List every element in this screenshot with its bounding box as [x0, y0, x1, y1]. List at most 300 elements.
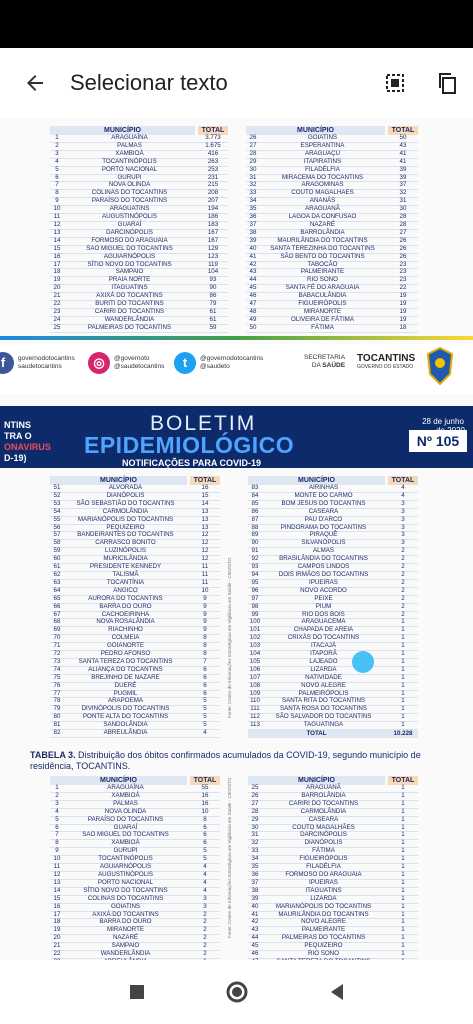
- row-number: 23: [53, 307, 61, 315]
- row-municipio: NOVO ACORDO: [300, 586, 347, 594]
- row-number: 34: [251, 855, 259, 863]
- row-total: 1: [401, 799, 405, 807]
- copy-icon: [435, 71, 459, 95]
- select-all-button[interactable]: [369, 48, 421, 118]
- row-municipio: IPUEIRAS: [309, 578, 338, 586]
- row-total: 19: [399, 292, 407, 300]
- bulletin-banner: [0, 406, 473, 468]
- copy-button[interactable]: [421, 48, 473, 118]
- row-number: 92: [251, 555, 259, 563]
- row-municipio: TABOCÃO: [307, 260, 338, 268]
- header-municipio: MUNICÍPIO: [248, 476, 385, 485]
- row-municipio: SAMPAIO: [115, 268, 144, 276]
- row-total: 12: [201, 539, 209, 547]
- row-municipio: FILADÉLFIA: [305, 165, 340, 173]
- row-total: 416: [207, 149, 219, 157]
- row-municipio: ARAGUAÇU: [304, 149, 341, 157]
- row-total: 1: [401, 618, 405, 626]
- status-bar: [0, 0, 473, 48]
- row-municipio: MAURILÂNDIA DO TOCANTINS: [277, 236, 368, 244]
- row-number: 5: [55, 815, 59, 823]
- row-number: 7: [55, 831, 59, 839]
- row-municipio: ARAGUAÍNA: [111, 134, 148, 141]
- row-total: 1: [401, 894, 405, 902]
- row-total: 167: [207, 236, 219, 244]
- row-municipio: NAZARÉ: [112, 934, 139, 942]
- row-number: 42: [251, 918, 259, 926]
- row-total: 1: [401, 942, 405, 950]
- row-total: 2: [203, 942, 207, 950]
- row-total: 5: [203, 713, 207, 721]
- row-municipio: WANDERLÂNDIA: [104, 315, 155, 323]
- row-total: 43: [399, 141, 407, 149]
- select-all-icon: [383, 71, 407, 95]
- row-municipio: PEQUIZEIRO: [304, 942, 343, 950]
- row-municipio: FÁTIMA: [311, 323, 334, 331]
- row-municipio: CARIRI DO TOCANTINS: [94, 307, 165, 315]
- row-number: 13: [53, 228, 61, 236]
- row-municipio: CARMOLÂNDIA: [102, 507, 149, 515]
- row-municipio: CARIRI DO TOCANTINS: [288, 799, 359, 807]
- document-image[interactable]: [0, 118, 473, 960]
- row-number: 9: [55, 847, 59, 855]
- row-number: 19: [53, 276, 61, 284]
- header-total: TOTAL: [388, 476, 418, 485]
- row-municipio: PAU D'ARCO: [304, 515, 343, 523]
- row-total: 215: [207, 181, 219, 189]
- arrow-back-icon: [23, 71, 47, 95]
- row-number: 30: [251, 823, 259, 831]
- row-number: 24: [53, 315, 61, 323]
- row-number: 108: [249, 681, 261, 689]
- row-number: 66: [53, 602, 61, 610]
- row-total: 4: [203, 878, 207, 886]
- row-total: 3: [401, 539, 405, 547]
- row-total: 3: [401, 523, 405, 531]
- row-total: 1: [401, 642, 405, 650]
- row-municipio: AUGUSTINÓPOLIS: [101, 213, 157, 221]
- row-municipio: DARCINÓPOLIS: [106, 228, 153, 236]
- row-municipio: GOIANORTE: [106, 642, 145, 650]
- row-number: 28: [251, 807, 259, 815]
- row-number: 8: [55, 839, 59, 847]
- row-number: 9: [55, 197, 59, 205]
- row-total: 1: [401, 855, 405, 863]
- row-municipio: AIRINHAS: [308, 484, 339, 491]
- row-total: 1: [401, 870, 405, 878]
- row-municipio: MURICILÂNDIA: [103, 555, 148, 563]
- row-total: 1: [401, 650, 405, 658]
- row-municipio: GURUPI: [117, 173, 142, 181]
- row-number: 22: [53, 300, 61, 308]
- row-municipio: FIGUEIRÓPOLIS: [298, 300, 347, 308]
- row-municipio: COLMEIA: [111, 634, 140, 642]
- row-number: 36: [249, 213, 257, 221]
- table-row: [248, 588, 418, 596]
- row-municipio: SAO MIGUEL DO TOCANTINS: [82, 831, 169, 839]
- row-number: 35: [249, 205, 257, 213]
- row-total: 1: [401, 815, 405, 823]
- row-number: 43: [251, 926, 259, 934]
- row-number: 38: [251, 886, 259, 894]
- table-total-row: [248, 730, 418, 738]
- row-total: 31: [399, 197, 407, 205]
- row-total: 11: [201, 570, 209, 578]
- row-municipio: GOIATINS: [307, 134, 338, 141]
- row-number: 8: [55, 189, 59, 197]
- row-number: 48: [249, 307, 257, 315]
- row-total: 3.773: [205, 134, 221, 141]
- row-number: 101: [249, 626, 261, 634]
- row-total: 4: [401, 491, 405, 499]
- source-note-1: Fonte: Centro de Informações Estratégicas em Vigilância em Saúde - CIEVS/TO: [227, 557, 232, 718]
- row-municipio: NATIVIDADE: [305, 673, 342, 681]
- row-number: 62: [53, 570, 61, 578]
- row-municipio: LIZARDA: [310, 894, 337, 902]
- row-municipio: AGUIARNÓPOLIS: [103, 252, 156, 260]
- row-total: 18: [399, 323, 407, 331]
- row-municipio: ANANÁS: [309, 197, 336, 205]
- row-municipio: GOIATINS: [110, 902, 141, 910]
- row-municipio: DIVINÓPOLIS DO TOCANTINS: [81, 705, 170, 713]
- row-total: 183: [207, 220, 219, 228]
- row-total: 207: [207, 197, 219, 205]
- row-number: 91: [251, 547, 259, 555]
- banner-title-epidemiologico: EPIDEMIOLÓGICO: [84, 432, 295, 458]
- row-municipio: ALVORADA: [108, 484, 143, 491]
- row-municipio: LUZINÓPOLIS: [105, 547, 146, 555]
- row-total: 194: [207, 205, 219, 213]
- row-number: 102: [249, 634, 261, 642]
- row-total: 1: [401, 910, 405, 918]
- header-municipio: MUNICÍPIO: [50, 476, 187, 485]
- row-total: 50: [399, 134, 407, 141]
- row-municipio: BARROLÂNDIA: [301, 791, 346, 799]
- row-total: 9: [203, 594, 207, 602]
- row-total: 1: [401, 665, 405, 673]
- row-total: 26: [399, 236, 407, 244]
- row-municipio: COLINAS DO TOCANTINS: [91, 189, 168, 197]
- banner-side-1: NTINS: [4, 420, 31, 430]
- row-municipio: AXIXÁ DO TOCANTINS: [92, 910, 159, 918]
- row-municipio: BARRA DO OURO: [99, 918, 152, 926]
- row-number: 47: [249, 300, 257, 308]
- row-total: 1: [401, 863, 405, 871]
- row-municipio: SANDOLÂNDIA: [103, 721, 148, 729]
- row-number: 17: [53, 260, 61, 268]
- row-total: 1: [401, 918, 405, 926]
- row-number: 55: [53, 515, 61, 523]
- row-municipio: MIRACEMA DO TOCANTINS: [281, 173, 364, 181]
- row-total: 4: [203, 870, 207, 878]
- row-number: 7: [55, 181, 59, 189]
- row-municipio: PORTO NACIONAL: [97, 878, 154, 886]
- row-number: 110: [250, 697, 260, 705]
- row-municipio: COLINAS DO TOCANTINS: [87, 894, 164, 902]
- row-municipio: CASEARA: [308, 815, 339, 823]
- row-municipio: SÍTIO NOVO DO TOCANTINS: [83, 886, 168, 894]
- row-total: 2: [401, 594, 405, 602]
- row-number: 33: [249, 189, 257, 197]
- row-number: 106: [249, 665, 261, 673]
- row-number: 31: [251, 831, 259, 839]
- table-mid-left: [50, 476, 220, 738]
- row-total: 2: [401, 602, 405, 610]
- row-number: 11: [53, 213, 61, 221]
- row-municipio: BOM JESUS DO TOCANTINS: [281, 499, 366, 507]
- row-municipio: PALMEIRANTE: [300, 268, 345, 276]
- row-municipio: NOVO ALEGRE: [301, 918, 346, 926]
- row-total: 79: [209, 300, 217, 308]
- row-total: 16: [201, 791, 209, 799]
- row-municipio: AUGUSTINÓPOLIS: [97, 870, 153, 878]
- row-number: 89: [251, 531, 259, 539]
- row-municipio: DIANÓPOLIS: [106, 491, 145, 499]
- row-number: 54: [53, 507, 61, 515]
- row-municipio: SANTA TEREZA DO TOCANTINS: [78, 657, 173, 665]
- row-number: 73: [53, 657, 61, 665]
- row-municipio: AXIXÁ DO TOCANTINS: [96, 292, 163, 300]
- row-municipio: BREJINHO DE NAZARE: [91, 673, 160, 681]
- row-municipio: TAGUATINGA: [303, 721, 344, 729]
- home-icon[interactable]: [225, 980, 249, 1004]
- row-number: 37: [249, 220, 257, 228]
- twitter-handle: @governodotocantins: [200, 355, 264, 362]
- row-total: 5: [203, 855, 207, 863]
- table-bottom-right: [248, 776, 418, 975]
- row-number: 12: [53, 220, 61, 228]
- row-municipio: SÃO SALVADOR DO TOCANTINS: [275, 713, 372, 721]
- row-total: 61: [209, 315, 217, 323]
- row-total: 16: [201, 484, 209, 491]
- row-municipio: ALMAS: [313, 547, 334, 555]
- row-total: 15: [201, 491, 209, 499]
- row-municipio: SAO MIGUEL DO TOCANTINS: [86, 244, 173, 252]
- row-total: 1: [401, 697, 405, 705]
- total-label: TOTAL: [306, 730, 327, 738]
- row-total: 7: [203, 657, 207, 665]
- row-municipio: ARAGUATINS: [109, 205, 150, 213]
- row-total: 28: [399, 220, 407, 228]
- row-municipio: XAMBIOÁ: [111, 839, 140, 847]
- row-number: 94: [251, 570, 259, 578]
- row-total: 6: [203, 689, 207, 697]
- row-number: 18: [53, 268, 61, 276]
- row-total: 12: [201, 555, 209, 563]
- row-total: 1: [401, 791, 405, 799]
- row-total: 2: [401, 547, 405, 555]
- row-number: 26: [249, 134, 257, 141]
- row-number: 29: [249, 157, 257, 165]
- row-municipio: OLIVEIRA DE FÁTIMA: [291, 315, 354, 323]
- row-number: 96: [251, 586, 259, 594]
- row-total: 86: [209, 292, 217, 300]
- facebook-handle-2: saudetocantins: [18, 363, 62, 370]
- header-total: TOTAL: [190, 476, 220, 485]
- row-number: 40: [249, 244, 257, 252]
- row-municipio: PONTE ALTA DO TOCANTINS: [82, 713, 169, 721]
- saude-text: SAÚDE: [322, 362, 346, 369]
- row-total: 4: [401, 484, 405, 491]
- row-number: 44: [251, 934, 259, 942]
- row-total: 6: [203, 823, 207, 831]
- row-total: 26: [399, 244, 407, 252]
- header-municipio: MUNICÍPIO: [248, 776, 385, 785]
- social-footer: [0, 344, 473, 394]
- row-number: 15: [53, 894, 61, 902]
- row-municipio: CHAPADA DE AREIA: [293, 626, 354, 634]
- row-total: 1: [401, 673, 405, 681]
- row-total: 1: [401, 902, 405, 910]
- row-municipio: TOCANTÍNIA: [106, 578, 145, 586]
- row-total: 3: [203, 894, 207, 902]
- row-total: 1: [401, 634, 405, 642]
- row-municipio: RIACHINHO: [108, 626, 143, 634]
- row-total: 39: [399, 165, 407, 173]
- recents-icon[interactable]: [129, 984, 145, 1000]
- row-total: 90: [209, 284, 217, 292]
- row-municipio: BARRA DO OURO: [99, 602, 152, 610]
- banner-side-2: TRA O: [4, 431, 32, 441]
- row-total: 3: [401, 507, 405, 515]
- row-number: 26: [251, 791, 259, 799]
- row-total: 41: [399, 149, 407, 157]
- row-municipio: ITAGUATINS: [305, 886, 342, 894]
- twitter-handle-2: @saudeto: [200, 363, 230, 370]
- instagram-icon: ◎: [88, 352, 110, 374]
- back-button[interactable]: [0, 48, 70, 118]
- row-municipio: DARCINÓPOLIS: [300, 831, 347, 839]
- row-municipio: LIZARDA: [310, 665, 337, 673]
- row-number: 10: [53, 855, 61, 863]
- row-total: 13: [201, 515, 209, 523]
- row-municipio: BABACULÂNDIA: [298, 292, 347, 300]
- row-municipio: MIRANORTE: [303, 307, 341, 315]
- row-total: 6: [203, 681, 207, 689]
- row-total: 2: [203, 934, 207, 942]
- row-municipio: TALISMÃ: [112, 570, 139, 578]
- row-number: 28: [249, 149, 257, 157]
- row-municipio: PALMEIRAS DO TOCANTINS: [87, 323, 172, 331]
- row-total: 12: [201, 547, 209, 555]
- row-total: 41: [399, 157, 407, 165]
- row-municipio: MONTE DO CARMO: [294, 491, 353, 499]
- table-row: [50, 325, 228, 333]
- banner-side-text: [4, 420, 51, 464]
- row-number: 16: [53, 902, 61, 910]
- row-municipio: PRAIA NORTE: [108, 276, 151, 284]
- row-municipio: ALIANÇA DO TOCANTINS: [88, 665, 163, 673]
- row-municipio: ARAGUAÍNA: [107, 784, 144, 791]
- row-total: 2: [401, 610, 405, 618]
- row-municipio: IPUEIRAS: [309, 878, 338, 886]
- row-total: 9: [203, 602, 207, 610]
- row-municipio: ITAPORÃ: [310, 650, 337, 658]
- row-municipio: ITACAJÁ: [311, 642, 336, 650]
- row-number: 6: [55, 823, 59, 831]
- header-total: TOTAL: [190, 776, 220, 785]
- row-number: 52: [53, 491, 61, 499]
- row-municipio: ESPERANTINA: [300, 141, 345, 149]
- row-number: 93: [251, 563, 259, 571]
- row-total: 10: [201, 807, 209, 815]
- row-municipio: PALMEIRÓPOLIS: [298, 689, 349, 697]
- table3-caption: [30, 750, 450, 772]
- row-number: 81: [53, 721, 61, 729]
- app-bar: [0, 48, 473, 118]
- row-municipio: PALMAS: [113, 799, 138, 807]
- row-total: 13: [201, 507, 209, 515]
- back-nav-icon[interactable]: [329, 983, 345, 1001]
- table-top-right: [246, 126, 418, 333]
- row-municipio: PUGMIL: [113, 689, 138, 697]
- row-number: 31: [249, 173, 257, 181]
- row-number: 3: [55, 149, 59, 157]
- selection-handle[interactable]: [352, 651, 374, 673]
- row-municipio: MARIANÓPOLIS DO TOCANTINS: [77, 515, 174, 523]
- row-number: 67: [53, 610, 61, 618]
- tocantins-text: TOCANTINS: [357, 353, 416, 364]
- row-municipio: ARAPOEMA: [107, 697, 144, 705]
- row-number: 86: [251, 507, 259, 515]
- row-municipio: NOVO ALEGRE: [301, 681, 346, 689]
- row-total: 12: [201, 531, 209, 539]
- row-total: 11: [201, 563, 209, 571]
- row-total: 16: [201, 799, 209, 807]
- header-total: TOTAL: [388, 776, 418, 785]
- tocantins-logo: [357, 354, 415, 372]
- row-municipio: CARRASCO BONITO: [95, 539, 156, 547]
- banner-side-4: D-19): [4, 453, 27, 463]
- row-number: 41: [249, 252, 257, 260]
- row-number: 71: [53, 642, 61, 650]
- row-total: 1: [401, 831, 405, 839]
- row-number: 17: [53, 910, 61, 918]
- row-number: 50: [249, 323, 257, 331]
- row-total: 208: [207, 189, 219, 197]
- header-municipio: MUNICÍPIO: [246, 126, 385, 135]
- row-municipio: ANGICO: [113, 586, 138, 594]
- row-total: 10: [201, 586, 209, 594]
- instagram-handle-2: @saudetocantins: [114, 363, 165, 370]
- row-municipio: ABREULÂNDIA: [103, 729, 148, 737]
- android-nav-bar: [0, 960, 473, 1024]
- row-total: 23: [399, 260, 407, 268]
- row-number: 85: [251, 499, 259, 507]
- table-row: [248, 722, 418, 730]
- row-number: 97: [251, 594, 259, 602]
- row-number: 2: [55, 141, 59, 149]
- row-total: 253: [207, 165, 219, 173]
- row-total: 2: [401, 578, 405, 586]
- row-number: 83: [251, 484, 259, 491]
- row-number: 35: [251, 863, 259, 871]
- row-total: 5: [203, 847, 207, 855]
- row-total: 3: [401, 515, 405, 523]
- secretaria-label: [304, 354, 345, 370]
- row-number: 44: [249, 276, 257, 284]
- row-number: 100: [249, 618, 261, 626]
- row-total: 1: [401, 823, 405, 831]
- row-number: 33: [251, 847, 259, 855]
- row-municipio: GURUPI: [113, 847, 138, 855]
- row-municipio: WANDERLÂNDIA: [100, 950, 151, 958]
- row-number: 6: [55, 173, 59, 181]
- row-municipio: PALMAS: [117, 141, 142, 149]
- row-number: 56: [53, 523, 61, 531]
- row-municipio: GUARAÍ: [117, 220, 142, 228]
- row-municipio: COUTO MAGALHÃES: [292, 823, 355, 831]
